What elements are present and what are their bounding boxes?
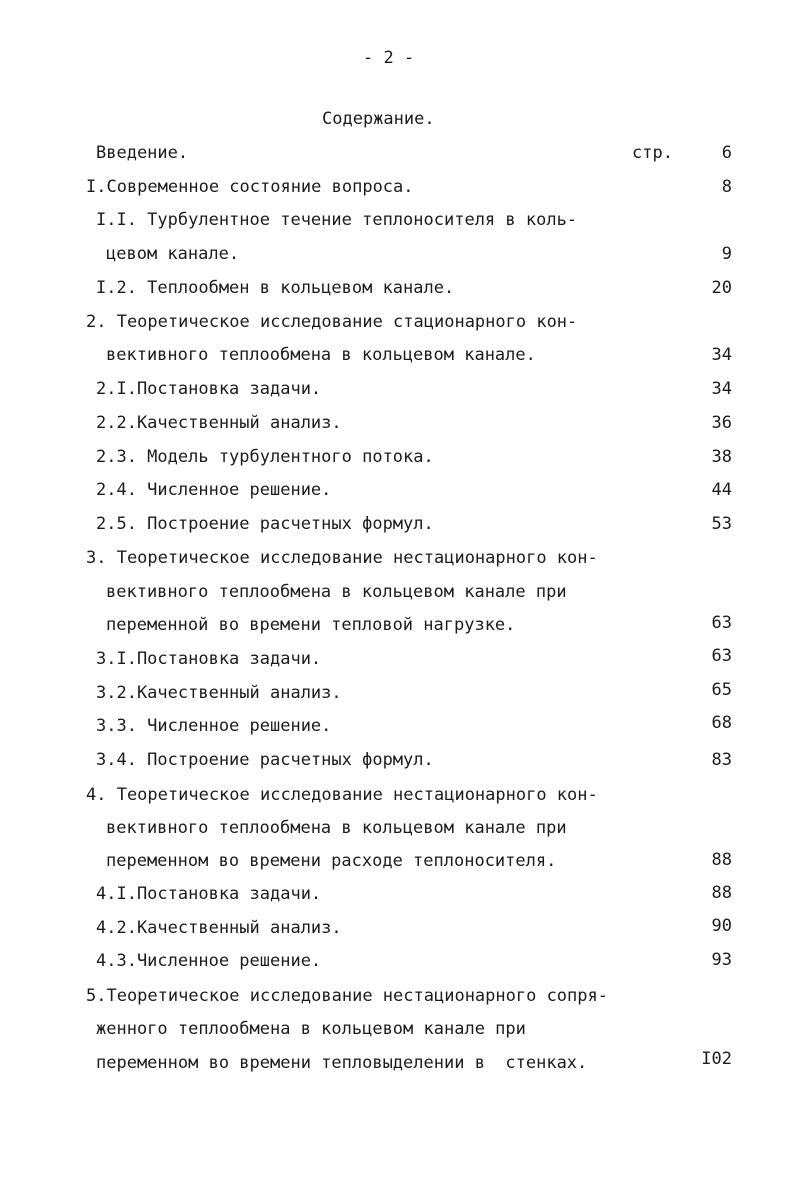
toc-entry-text: I.I. Турбулентное течение теплоносителя в коль- xyxy=(96,210,578,230)
toc-entry-page: 9 xyxy=(721,244,732,264)
toc-entry-page: 34 xyxy=(711,345,732,365)
toc-entry-text: переменном во времени тепловыделении в стенках. xyxy=(96,1053,588,1073)
toc-entry-text: I.Современное состояние вопроса. xyxy=(86,177,414,197)
toc-entry-text: цевом канале. xyxy=(106,244,240,264)
toc-entry-text: 2.5. Построение расчетных формул. xyxy=(96,514,434,534)
toc-entry-page: 38 xyxy=(711,447,732,467)
toc-entry-text: 2.3. Модель турбулентного потока. xyxy=(96,447,434,467)
toc-entry-page: 8 xyxy=(721,177,732,197)
toc-entry-page: 36 xyxy=(711,413,732,433)
toc-entry-text: женного теплообмена в кольцевом канале при xyxy=(96,1019,526,1039)
toc-entry-text: 3. Теоретическое исследование нестационарного кон- xyxy=(86,548,598,568)
toc-entry-text: 4. Теоретическое исследование нестационарного кон- xyxy=(86,785,598,805)
toc-entry-text: 4.2.Качественный анализ. xyxy=(96,918,342,938)
toc-entry-page: 68 xyxy=(711,713,732,733)
toc-entry-text: 3.4. Построение расчетных формул. xyxy=(96,750,434,770)
toc-entry-text: 3.3. Численное решение. xyxy=(96,716,332,736)
toc-entry-page: 44 xyxy=(711,480,732,500)
toc-entry-page: I02 xyxy=(701,1049,732,1069)
toc-entry-page: 63 xyxy=(711,613,732,633)
page-number: - 2 - xyxy=(363,48,415,68)
toc-entry-text: 2.I.Постановка задачи. xyxy=(96,379,322,399)
toc-entry-page: 65 xyxy=(711,680,732,700)
toc-entry-text: вективного теплообмена в кольцевом канале. xyxy=(106,345,536,365)
toc-entry-text: переменной во времени тепловой нагрузке. xyxy=(106,615,516,635)
toc-entry-text: 3.2.Качественный анализ. xyxy=(96,683,342,703)
toc-entry-text: 2.4. Численное решение. xyxy=(96,480,332,500)
toc-entry-page: 88 xyxy=(711,850,732,870)
toc-entry-page: 34 xyxy=(711,379,732,399)
page-label: стр. xyxy=(632,143,673,163)
toc-entry-page: 20 xyxy=(711,278,732,298)
toc-entry-page: 63 xyxy=(711,646,732,666)
toc-entry-page: 88 xyxy=(711,883,732,903)
toc-entry-text: 5.Теоретическое исследование нестационарного сопря- xyxy=(86,986,608,1006)
toc-entry-text: 4.I.Постановка задачи. xyxy=(96,884,322,904)
toc-entry-page: 6 xyxy=(721,143,732,163)
toc-entry-text: Введение. xyxy=(96,143,189,163)
toc-title: Содержание. xyxy=(322,109,435,129)
toc-entry-text: I.2. Теплообмен в кольцевом канале. xyxy=(96,278,455,298)
toc-entry-text: вективного теплообмена в кольцевом канале при xyxy=(106,818,567,838)
toc-entry-text: 3.I.Постановка задачи. xyxy=(96,649,322,669)
toc-entry-page: 93 xyxy=(711,950,732,970)
toc-entry-page: 53 xyxy=(711,514,732,534)
toc-entry-text: 2.2.Качественный анализ. xyxy=(96,413,342,433)
toc-entry-page: 83 xyxy=(711,750,732,770)
toc-entry-page: 90 xyxy=(711,916,732,936)
toc-entry-text: переменном во времени расходе теплоносителя. xyxy=(106,851,557,871)
toc-entry-text: 4.3.Численное решение. xyxy=(96,951,322,971)
toc-entry-text: 2. Теоретическое исследование стационарного кон- xyxy=(86,312,578,332)
toc-entry-text: вективного теплообмена в кольцевом канале при xyxy=(106,582,567,602)
